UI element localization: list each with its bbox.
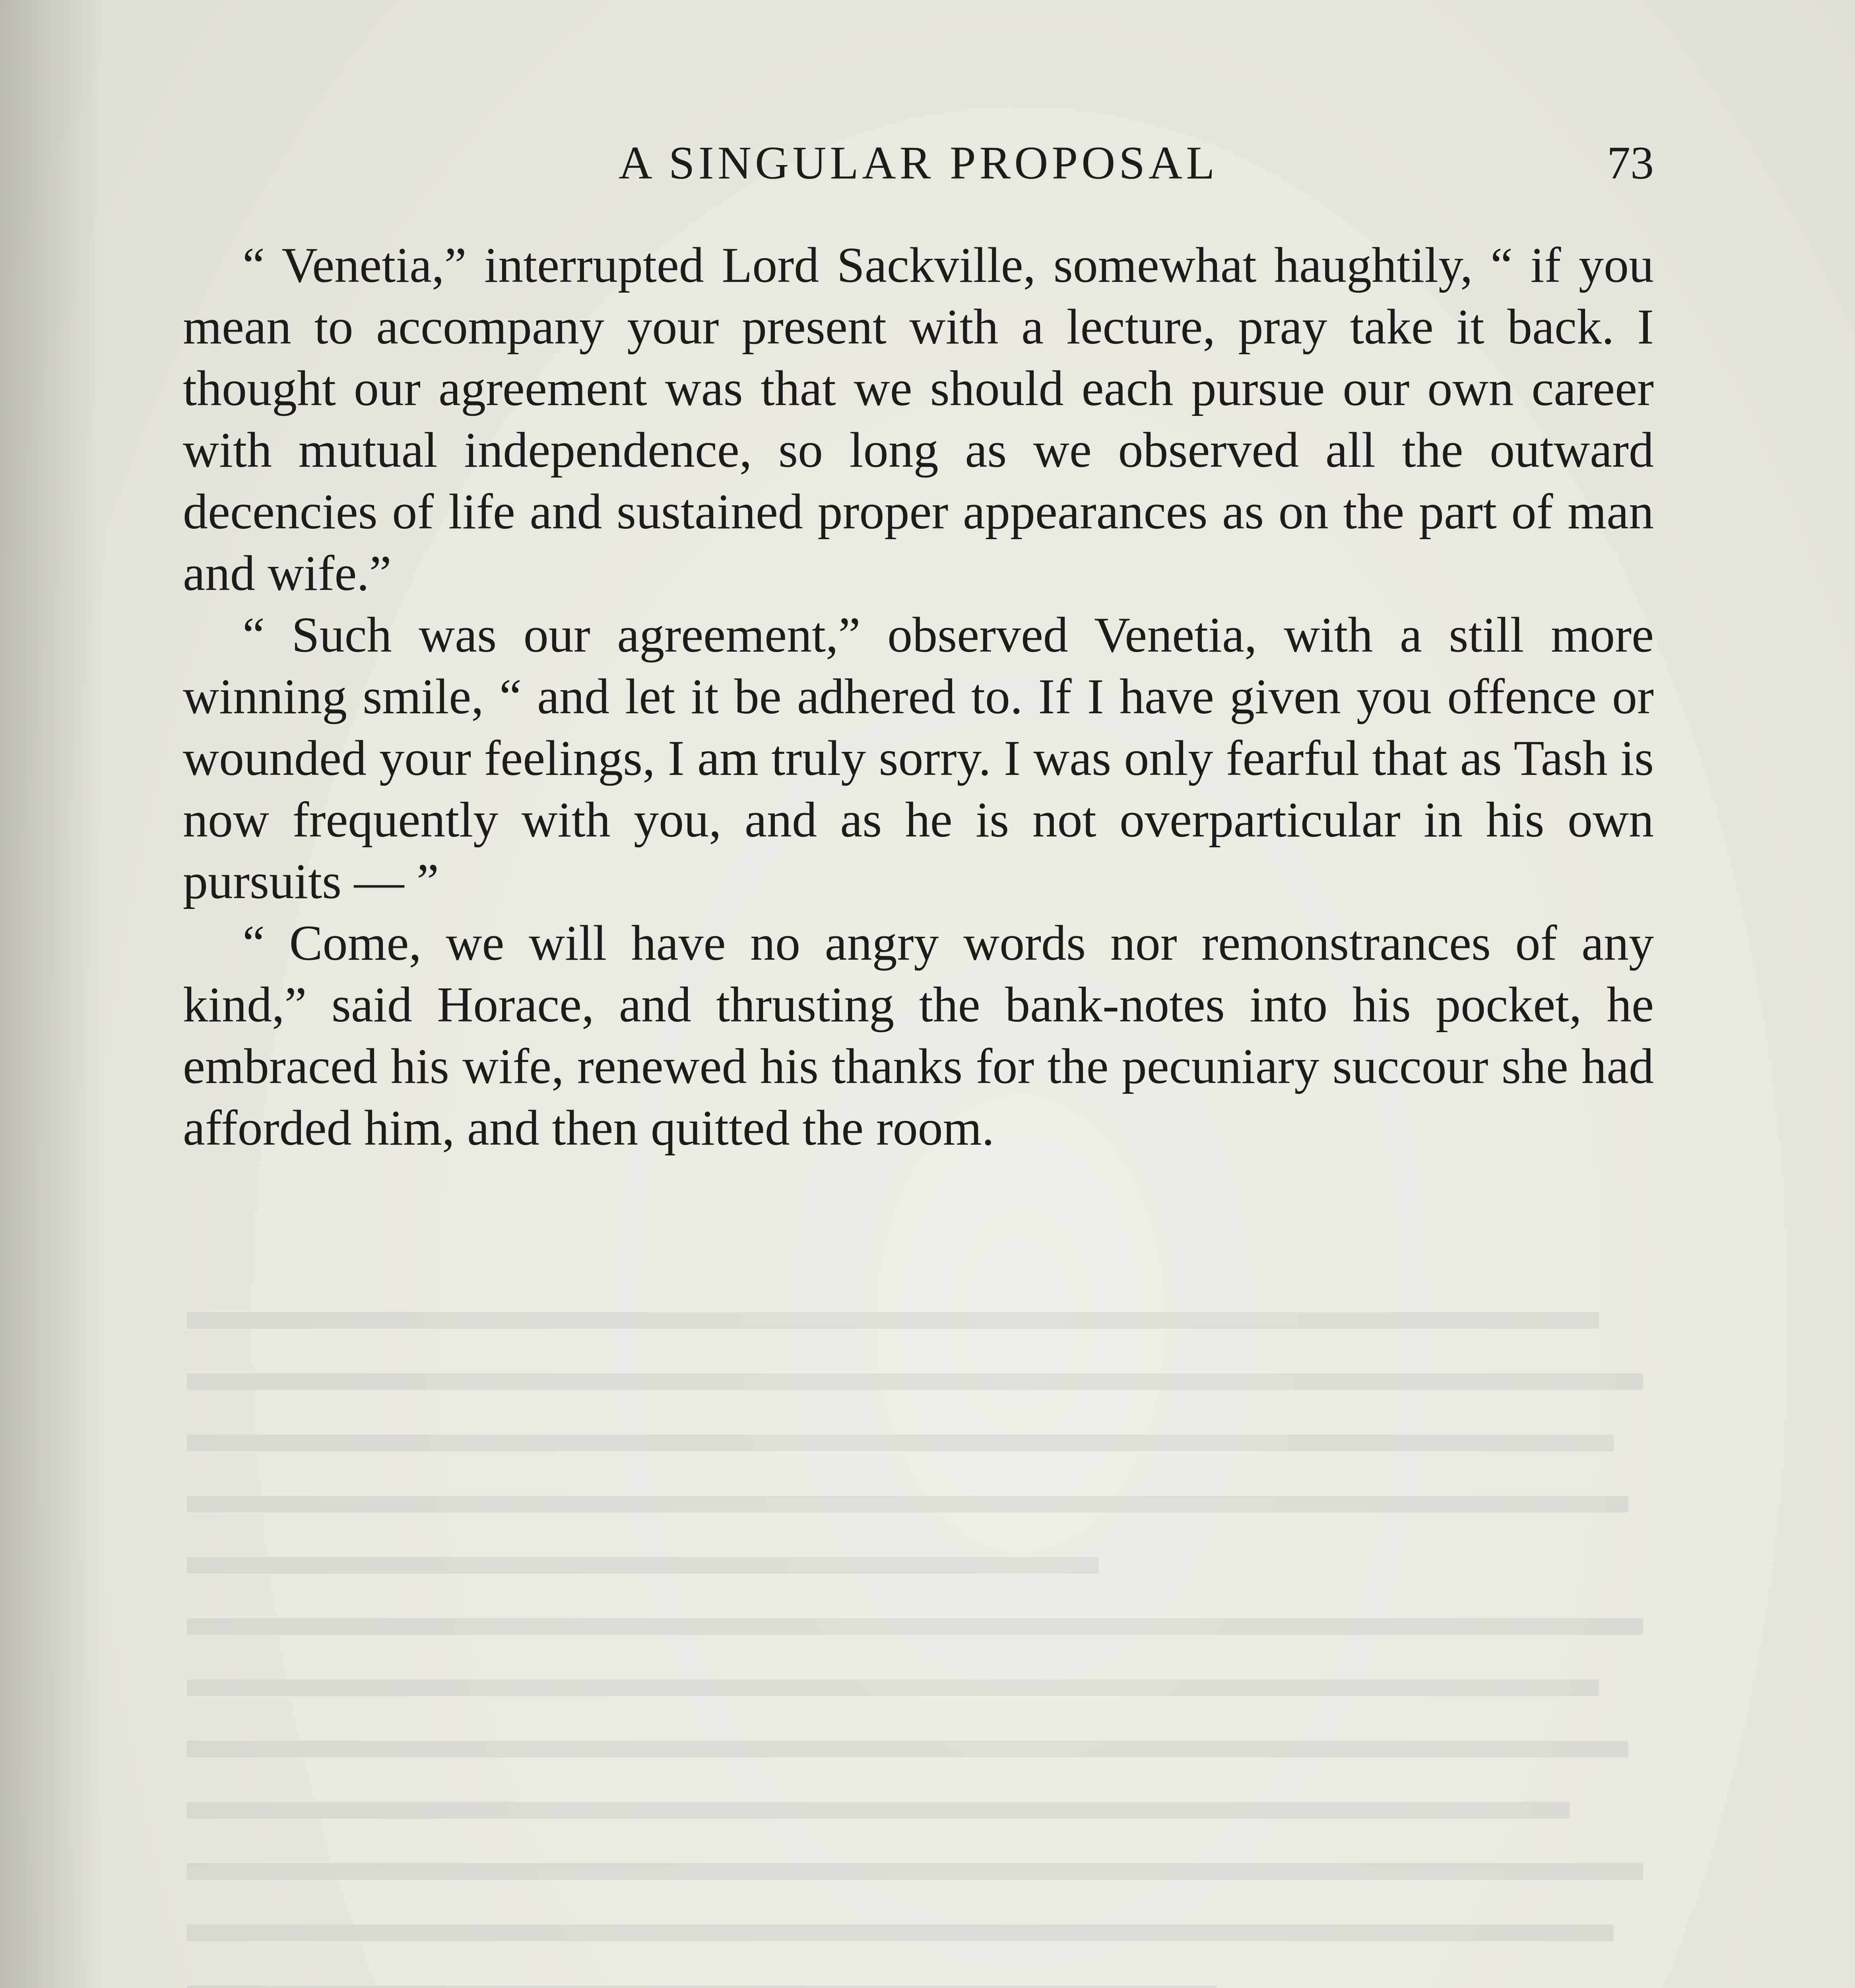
show-through-text bbox=[187, 1312, 1658, 1988]
page-number: 73 bbox=[1607, 137, 1654, 189]
spine-shadow bbox=[0, 0, 103, 1988]
chapter-title: A SINGULAR PROPOSAL bbox=[618, 137, 1219, 189]
paragraph-2: “ Such was our agreement,” observed Venetia, with a still more winning smile, “ and let it be adhered to. If I have given you offence or wounded your feelings, I am truly sorry. I was only fearful that as Tash is now frequently with you, and as he is not overparticular in his own pursuits — ” bbox=[183, 608, 1654, 909]
body-text bbox=[183, 235, 1654, 1159]
paragraph-3: “ Come, we will have no angry words nor remonstrances of any kind,” said Horace, and thrusting the bank-notes into his pocket, he embraced his wife, renewed his thanks for the pecuniary succour she had afforded him, and then quitted the room. bbox=[183, 916, 1654, 1156]
running-head bbox=[183, 131, 1654, 195]
paragraph-1: “ Venetia,” interrupted Lord Sackville, somewhat haughtily, “ if you mean to accompany your present with a lecture, pray take it back. I thought our agreement was that we should each pursue our own career with mutual independence, so long as we observed all the outward decencies of life and sustained proper appearances as on the part of man and wife.” bbox=[183, 238, 1654, 601]
